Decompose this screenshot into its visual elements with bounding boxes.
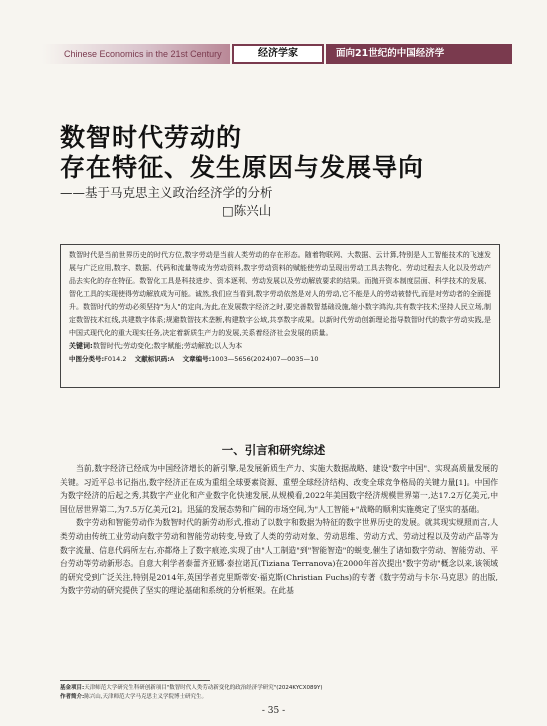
fund-note [60, 684, 500, 693]
article-title-line-1: 数智时代劳动的 [60, 123, 243, 152]
doc-code-label: 文献标识码: [134, 355, 170, 363]
journal-header [42, 44, 512, 64]
journal-english-name: Chinese Economics in the 21st Century [42, 44, 230, 64]
classification-line [69, 353, 491, 366]
keywords-value: 数智时代;劳动变化;数字赋能;劳动解放;以人为本 [92, 342, 243, 350]
keywords-label: 关键词: [69, 342, 93, 350]
footnote-divider [60, 680, 210, 681]
fund-text: 天津师范大学研究生科研创新项目"数智时代人类劳动新变化的政治经济学研究"(2024KYCX089Y) [84, 685, 323, 691]
body-text [60, 462, 498, 598]
clc-label: 中图分类号: [69, 355, 105, 363]
author-bio-text: 陈兴山,天津师范大学马克思主义学院博士研究生。 [84, 694, 207, 700]
paragraph: 数字劳动和智能劳动作为数智时代的新劳动形式,推动了以数字和数据为特征的数字世界历史的发展。就其现实规照而言,人类劳动由传统工业劳动向数字劳动和智能劳动转变,导致了人类的劳动对象、劳动思维、劳动方式、劳动过程以及劳动产品等为数字流量、信息代码所左右,亦都烙上了数字痕迹,实现了由"人工制造"到"智能智造"的蜕变,催生了诸如数字劳动、智能劳动、平台劳动等劳动新形态。自意大利学者泰蕾齐亚娜·泰拉诺瓦(Tiziana Terranova)在2000年首次提出"数字劳动"概念以来,该领域的研究受到广泛关注,特别是2014年,英国学者克里斯蒂安·福克斯(Christian Fuchs)的专著《数字劳动与卡尔·马克思》的出版,为数字劳动的研究提供了坚实的理论基础和系统的分析框架。在此基 [60, 518, 498, 596]
footnote [60, 684, 500, 702]
article-author: □陈兴山 [222, 203, 272, 218]
keywords-line [69, 340, 491, 353]
fund-label: 基金项目: [60, 685, 85, 691]
abstract-box [60, 244, 500, 388]
author-note [60, 693, 500, 702]
abstract-text: 数智时代是当前世界历史的时代方位,数字劳动是当前人类劳动的存在形态。随着物联网、大数据、云计算,特别是人工智能技术的飞速发展与广泛应用,数字、数据、代码和流量等成为劳动资料,数字劳动资料的赋能使劳动呈现出劳动工具去物化、劳动过程去人化以及劳动产品去实化的存在特征。数智化工具是科技进步、资本逐利、劳动发展以及劳动解放要求的结果。而抛开资本制度层面、科学技术的发展、智化工具的实现使得劳动解放成为可能。诚然,我们应当看到,数字劳动依然是对人的劳动,它不能是人的劳动被替代,而是对劳动者的全面提升。数智时代的劳动必须坚持"为人"的定向,为此,在发展数字经济之时,要完善数智基础设施,缩小数字鸿沟,共有数字技术;坚持人民立场,制定数智技术红线,共建数字体系;规避数智技术垄断,构建数字公域,共享数字成果。以新时代劳动创新理论指导数智时代的数字劳动实践,是中国式现代化的重大现实任务,决定着新质生产力的发展,关系着经济社会发展的质量。 [69, 251, 491, 337]
clc-value: F014.2 [104, 355, 127, 363]
column-name: 经济学家 [232, 44, 324, 64]
article-number-value: 1003—5656(2024)07—0035—10 [211, 355, 319, 363]
paragraph: 当前,数字经济已经成为中国经济增长的新引擎,是发展新质生产力、实施大数据战略、建设"数字中国"、实现高质量发展的关键。习近平总书记指出,数字经济正在成为重组全球要素资源、重塑全球经济结构、改变全球竞争格局的关键力量[1]。中国作为数字经济的后起之秀,其数字产业化和产业数字化快速发展,从规模看,2022年美国数字经济规模世界第一,达17.2万亿美元,中国位居世界第二,为7.5万亿美元[2]。迅猛的发展态势和广阔的市场空间,为"人工智能+"战略的顺利实施奠定了坚实的基础。 [60, 464, 498, 514]
page-number: - 35 - [261, 706, 286, 716]
author-bio-label: 作者简介: [60, 694, 85, 700]
journal-chinese-name: 面向21世纪的中国经济学 [326, 44, 512, 64]
article-subtitle: ——基于马克思主义政治经济学的分析 [60, 185, 273, 200]
article-title-line-2: 存在特征、发生原因与发展导向 [60, 153, 425, 182]
section-heading: 一、引言和研究综述 [221, 443, 326, 457]
doc-code-value: A [169, 355, 175, 363]
article-number-label: 文章编号: [182, 355, 212, 363]
